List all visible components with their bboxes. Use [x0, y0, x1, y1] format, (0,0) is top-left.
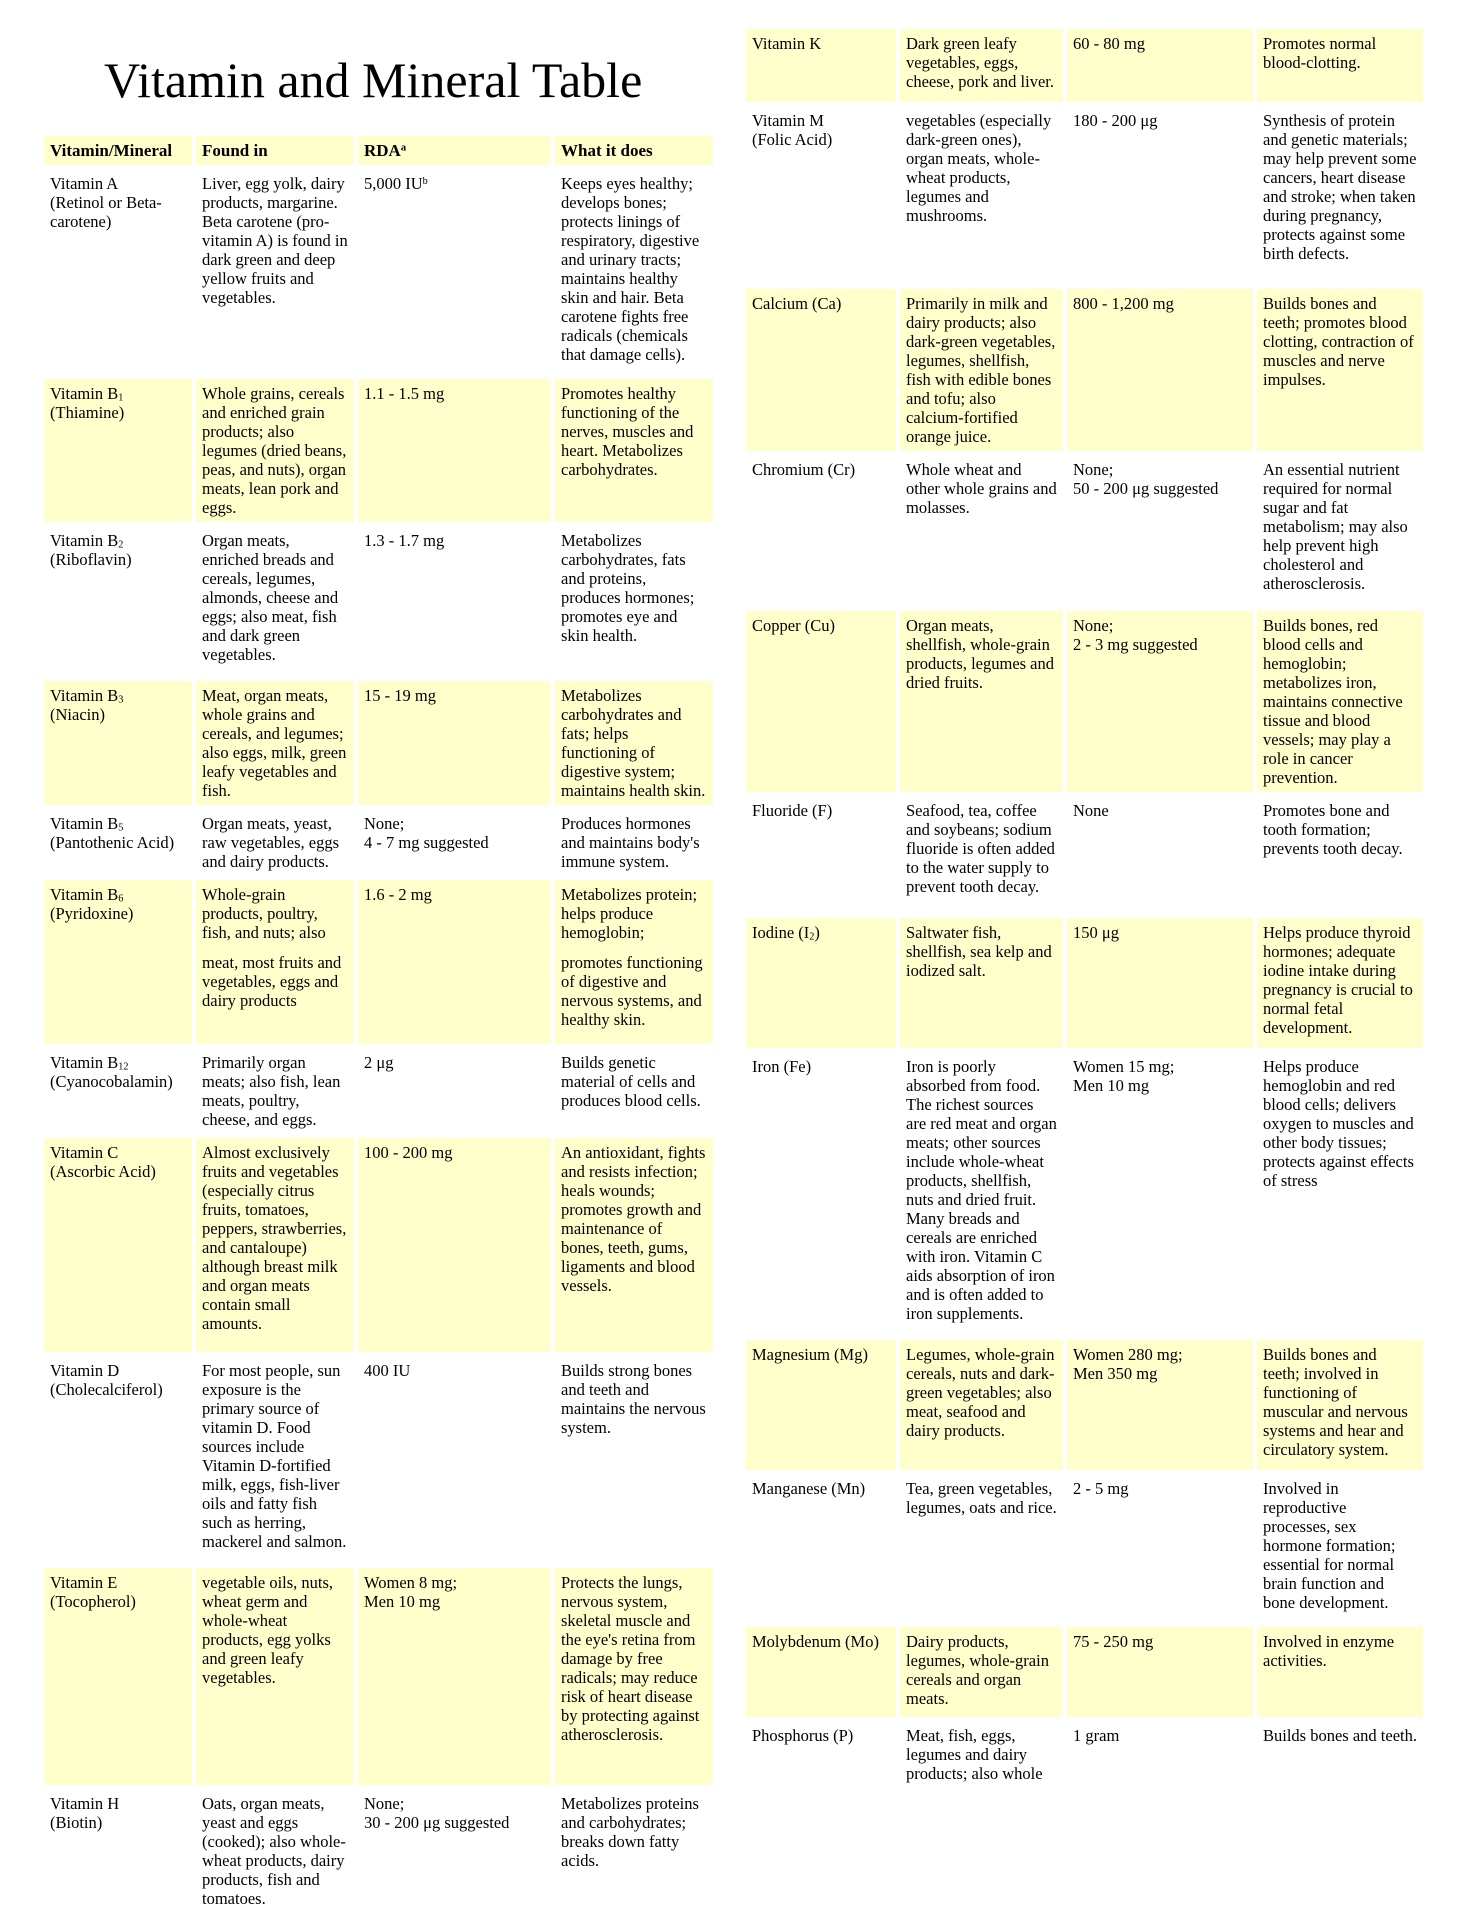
- vitamin-name-cell: [746, 455, 896, 607]
- table-header-row: [44, 136, 713, 165]
- table-row: [746, 289, 1423, 451]
- vitamin-name-cell: [44, 1789, 192, 1913]
- found-in-cell: [900, 918, 1063, 1048]
- rda-cell: [1067, 455, 1253, 607]
- paragraph: Saltwater fish, shellfish, sea kelp and iodized salt.: [906, 923, 1052, 980]
- found-in-cell: [196, 379, 354, 522]
- found-in-cell: [196, 1568, 354, 1785]
- vitamin-name-cell: [746, 796, 896, 914]
- paragraph: Whole grains, cereals and enriched grain products; also legumes (dried beans, peas, and nuts), organ meats, lean pork and eggs.: [202, 383, 347, 517]
- vitamin-name-cell: [44, 1568, 192, 1785]
- paragraph: Keeps eyes healthy; develops bones; protects linings of respiratory, digestive and urinary tracts; maintains healthy skin and hair. Beta carotene fights free radicals (chemicals that damage cells).: [561, 173, 700, 364]
- found-in-cell: [196, 880, 354, 1044]
- table-row: [746, 1052, 1423, 1336]
- found-in-cell: [196, 681, 354, 805]
- paragraph: Metabolizes carbohydrates, fats and proteins, produces hormones; promotes eye and skin health.: [561, 530, 695, 645]
- paragraph: Organ meats, yeast, raw vegetables, eggs and dairy products.: [202, 813, 339, 871]
- vitamin-name-cell: [746, 918, 896, 1048]
- found-in-cell: [900, 611, 1063, 792]
- rda-cell: [1067, 1474, 1253, 1623]
- text-line: 100 - 200 mg: [364, 1142, 453, 1162]
- table-row: [44, 1356, 713, 1564]
- subscript-text: 6: [118, 893, 124, 905]
- found-in-cell: [900, 455, 1063, 607]
- text-line: 400 IU: [364, 1360, 411, 1380]
- table-row: [44, 1789, 713, 1913]
- text-line: Vitamin $B_1$: [50, 383, 124, 404]
- paragraph: Whole wheat and other whole grains and molasses.: [906, 460, 1057, 517]
- rda-cell: [358, 1356, 551, 1564]
- paragraph: vegetables (especially dark-green ones), organ meats, whole-wheat products, legumes and mushrooms.: [906, 111, 1052, 225]
- rda-cell: [358, 169, 551, 375]
- text-line: None;: [1073, 616, 1114, 635]
- rda-cell: [358, 681, 551, 805]
- found-in-cell: [196, 1356, 354, 1564]
- text-line: 4 - 7 mg suggested: [364, 832, 489, 852]
- text-line: Vitamin A: [50, 173, 119, 193]
- vitamin-name-cell: [44, 1138, 192, 1352]
- what-it-does-cell: [555, 1048, 713, 1134]
- paragraph: Meat, fish, eggs, legumes and dairy products; also whole: [906, 1726, 1043, 1783]
- paragraph: Helps produce thyroid hormones; adequate iodine intake during pregnancy is crucial to normal fetal development.: [1263, 923, 1413, 1037]
- rda-cell: [358, 1048, 551, 1134]
- found-in-cell: [900, 106, 1063, 285]
- text-line: Vitamin D: [50, 1360, 120, 1380]
- subscript-text: 5: [118, 822, 124, 834]
- text-line: Copper (Cu): [752, 616, 835, 635]
- rda-cell: [1067, 29, 1253, 102]
- paragraph: Tea, green vegetables, legumes, oats and rice.: [906, 1479, 1057, 1517]
- text-line: Men 10 mg: [364, 1591, 441, 1611]
- text-line: Vitamin C: [50, 1142, 119, 1162]
- vitamin-table-right: [742, 25, 1427, 1792]
- text-line: 180 - 200 μg: [1073, 111, 1158, 130]
- paragraph: Oats, organ meats, yeast and eggs (cooked); also whole-wheat products, dairy products, fish and tomatoes.: [202, 1793, 346, 1908]
- header-rda-label: RDA: [364, 140, 401, 160]
- paragraph: Builds genetic material of cells and produces blood cells.: [561, 1052, 701, 1110]
- paragraph: Meat, organ meats, whole grains and cereals, and legumes; also eggs, milk, green leafy vegetables and fish.: [202, 685, 347, 800]
- what-it-does-cell: [555, 526, 713, 677]
- paragraph: Primarily in milk and dairy products; also dark-green vegetables, legumes, shellfish, fish with edible bones and tofu; also calcium-fortified orange juice.: [906, 294, 1056, 446]
- text-line: None: [1073, 801, 1109, 820]
- text-line: 2 - 3 mg suggested: [1073, 635, 1198, 654]
- paragraph: An essential nutrient required for normal sugar and fat metabolism; may also help prevent high cholesterol and atherosclerosis.: [1263, 460, 1408, 593]
- what-it-does-cell: [555, 1356, 713, 1564]
- text-line: Vitamin $B_{12}$: [50, 1052, 129, 1073]
- text-line: (Niacin): [50, 704, 105, 724]
- table-row: [44, 169, 713, 375]
- text-line: (Ascorbic Acid): [50, 1161, 156, 1181]
- vitamin-name-cell: [746, 106, 896, 285]
- table-row: [746, 1340, 1423, 1470]
- rda-cell: [1067, 611, 1253, 792]
- text-line: (Tocopherol): [50, 1591, 136, 1611]
- vitamin-name-cell: [746, 289, 896, 451]
- table-row: [746, 29, 1423, 102]
- table-row: [44, 1048, 713, 1134]
- text-line: 50 - 200 μg suggested: [1073, 479, 1219, 498]
- found-in-cell: [900, 29, 1063, 102]
- found-in-cell: [196, 169, 354, 375]
- text-line: 15 - 19 mg: [364, 685, 436, 705]
- paragraph: Promotes bone and tooth formation; prevents tooth decay.: [1263, 801, 1403, 858]
- table-row: [746, 796, 1423, 914]
- vitamin-name-cell: [44, 379, 192, 522]
- text-line: Men 350 mg: [1073, 1364, 1158, 1383]
- rda-cell: [1067, 1627, 1253, 1717]
- text-line: Vitamin $B_5$: [50, 813, 124, 834]
- vitamin-name-cell: [44, 681, 192, 805]
- text-line: Women 280 mg;: [1073, 1345, 1183, 1364]
- table-row: [746, 1721, 1423, 1788]
- table-row: [44, 1568, 713, 1785]
- subscript-text: 2: [118, 539, 124, 551]
- header-rda: [358, 136, 551, 165]
- found-in-cell: [196, 809, 354, 876]
- rda-cell: [358, 1789, 551, 1913]
- text-line: Iodine $(I_2)$: [752, 923, 820, 943]
- rda-cell: [358, 526, 551, 677]
- paragraph: Produces hormones and maintains body's immune system.: [561, 813, 700, 871]
- what-it-does-cell: [1257, 796, 1423, 914]
- text-line: Fluoride (F): [752, 801, 833, 820]
- what-it-does-cell: [1257, 1052, 1423, 1336]
- found-in-cell: [900, 1474, 1063, 1623]
- text-line: Men 10 mg: [1073, 1076, 1150, 1095]
- paragraph: Legumes, whole-grain cereals, nuts and dark-green vegetables; also meat, seafood and dairy products.: [906, 1345, 1055, 1440]
- subscript-text: 12: [118, 1061, 129, 1073]
- vitamin-name-cell: [746, 1474, 896, 1623]
- text-line: Women 8 mg;: [364, 1572, 458, 1592]
- text-line: (Thiamine): [50, 402, 125, 422]
- what-it-does-cell: [555, 1568, 713, 1785]
- paragraph: Builds strong bones and teeth and maintains the nervous system.: [561, 1360, 706, 1437]
- vitamin-name-cell: [746, 1052, 896, 1336]
- rda-cell: [1067, 1721, 1253, 1788]
- text-line: Vitamin E: [50, 1572, 118, 1592]
- vitamin-name-cell: [746, 1627, 896, 1717]
- text-line: 5,000 $IU^b$: [364, 173, 428, 193]
- table-row: [44, 681, 713, 805]
- table-row: [44, 880, 713, 1044]
- text-line: 1.6 - 2 mg: [364, 884, 432, 904]
- vitamin-name-cell: [44, 1356, 192, 1564]
- table-row: [44, 379, 713, 522]
- paragraph: Protects the lungs, nervous system, skeletal muscle and the eye's retina from damage by free radicals; may reduce risk of heart disease by protecting against atherosclerosis.: [561, 1572, 700, 1744]
- subscript-text: 1: [118, 392, 124, 404]
- table-row: [746, 106, 1423, 285]
- paragraph: Seafood, tea, coffee and soybeans; sodium fluoride is often added to the water supply to prevent tooth decay.: [906, 801, 1055, 896]
- text-line: Vitamin H: [50, 1793, 120, 1813]
- rda-cell: [1067, 1340, 1253, 1470]
- text-line: Magnesium (Mg): [752, 1345, 868, 1364]
- text-line: Vitamin $B_2$: [50, 530, 124, 551]
- supscript-text: b: [422, 175, 428, 187]
- vitamin-name-cell: [746, 1721, 896, 1788]
- text-line: Iron (Fe): [752, 1057, 812, 1076]
- rda-cell: [358, 880, 551, 1044]
- paragraph: Dairy products, legumes, whole-grain cereals and organ meats.: [906, 1632, 1049, 1708]
- what-it-does-cell: [1257, 611, 1423, 792]
- table-row: [44, 809, 713, 876]
- paragraph: For most people, sun exposure is the primary source of vitamin D. Food sources include Vitamin D-fortified milk, eggs, fish-liver oils and fatty fish such as herring, mackerel and salmon.: [202, 1360, 347, 1551]
- paragraph: An antioxidant, fights and resists infection; heals wounds; promotes growth and maintenance of bones, teeth, gums, ligaments and blood vessels.: [561, 1142, 706, 1295]
- vitamin-name-cell: [746, 1340, 896, 1470]
- what-it-does-cell: [555, 681, 713, 805]
- text-line: Calcium (Ca): [752, 294, 842, 313]
- text-line: Molybdenum (Mo): [752, 1632, 879, 1651]
- text-line: Women 15 mg;: [1073, 1057, 1175, 1076]
- text-line: 2 μg: [364, 1052, 394, 1072]
- rda-cell: [1067, 918, 1253, 1048]
- text-line: Chromium (Cr): [752, 460, 856, 479]
- text-line: 800 - 1,200 mg: [1073, 294, 1174, 313]
- text-line: 2 - 5 mg: [1073, 1479, 1129, 1498]
- text-line: None;: [364, 813, 405, 833]
- vitamin-name-cell: [746, 29, 896, 102]
- found-in-cell: [900, 1340, 1063, 1470]
- table-row: [746, 611, 1423, 792]
- rda-cell: [358, 379, 551, 522]
- rda-cell: [1067, 1052, 1253, 1336]
- paragraph: Builds bones, red blood cells and hemoglobin; metabolizes iron, maintains connective tissue and blood vessels; may play a role in cancer prevention.: [1263, 616, 1403, 787]
- table-row: [746, 455, 1423, 607]
- text-line: None;: [364, 1793, 405, 1813]
- text-line: 1.1 - 1.5 mg: [364, 383, 445, 403]
- what-it-does-cell: [1257, 106, 1423, 285]
- text-line: Vitamin M: [752, 111, 824, 130]
- text-line: 30 - 200 μg suggested: [364, 1812, 510, 1832]
- rda-cell: [358, 1568, 551, 1785]
- paragraph: Involved in reproductive processes, sex hormone formation; essential for normal brain function and bone development.: [1263, 1479, 1396, 1612]
- text-line: (Retinol or Beta-carotene): [50, 192, 162, 231]
- paragraph: Almost exclusively fruits and vegetables (especially citrus fruits, tomatoes, peppers, strawberries, and cantaloupe) although breast milk and organ meats contain small amounts.: [202, 1142, 347, 1333]
- vitamin-name-cell: [44, 526, 192, 677]
- found-in-cell: [900, 796, 1063, 914]
- left-page-column: [40, 0, 735, 1917]
- found-in-cell: [196, 1138, 354, 1352]
- text-line: 150 μg: [1073, 923, 1119, 942]
- table-row: [44, 1138, 713, 1352]
- paragraph: promotes functioning of digestive and nervous systems, and healthy skin.: [561, 952, 703, 1029]
- what-it-does-cell: [555, 880, 713, 1044]
- text-line: Vitamin $B_6$: [50, 884, 124, 905]
- text-line: None;: [1073, 460, 1114, 479]
- vitamin-table-left: [40, 132, 717, 1917]
- paragraph: Liver, egg yolk, dairy products, margarine. Beta carotene (pro-vitamin A) is found in dark green and deep yellow fruits and vegetables.: [202, 173, 348, 307]
- paragraph: Metabolizes proteins and carbohydrates; breaks down fatty acids.: [561, 1793, 699, 1870]
- table-row: [746, 1474, 1423, 1623]
- rda-footnote-marker: a: [400, 142, 407, 154]
- vitamin-name-cell: [44, 1048, 192, 1134]
- text-line: (Folic Acid): [752, 130, 833, 149]
- paragraph: Promotes normal blood-clotting.: [1263, 34, 1377, 72]
- what-it-does-cell: [555, 1138, 713, 1352]
- what-it-does-cell: [555, 379, 713, 522]
- text-line: (Riboflavin): [50, 549, 132, 569]
- paragraph: Dark green leafy vegetables, eggs, cheese, pork and liver.: [906, 34, 1054, 91]
- paragraph: Helps produce hemoglobin and red blood cells; delivers oxygen to muscles and other body tissues; protects against effects of stress: [1263, 1057, 1414, 1190]
- paragraph: Iron is poorly absorbed from food. The richest sources are red meat and organ meats; other sources include whole-wheat products, shellfish, nuts and dried fruit. Many breads and cereals are enriched with iron. Vitamin C aids absorption of iron and is often added to iron supplements.: [906, 1057, 1057, 1323]
- vitamin-name-cell: [44, 169, 192, 375]
- what-it-does-cell: [1257, 1721, 1423, 1788]
- vitamin-name-cell: [746, 611, 896, 792]
- paragraph: Builds bones and teeth.: [1263, 1726, 1417, 1745]
- what-it-does-cell: [555, 809, 713, 876]
- rda-cell: [358, 1138, 551, 1352]
- text-line: (Cholecalciferol): [50, 1379, 163, 1399]
- what-it-does-cell: [555, 1789, 713, 1913]
- header-what-it-does: What it does: [555, 136, 713, 165]
- text-line: Vitamin $B_3$: [50, 685, 124, 706]
- paragraph: Synthesis of protein and genetic materials; may help prevent some cancers, heart disease and stroke; when taken during pregnancy, protects against some birth defects.: [1263, 111, 1417, 263]
- paragraph: Primarily organ meats; also fish, lean meats, poultry, cheese, and eggs.: [202, 1052, 341, 1129]
- subscript-text: 3: [118, 694, 124, 706]
- paragraph: Builds bones and teeth; promotes blood clotting, contraction of muscles and nerve impulses.: [1263, 294, 1414, 389]
- paragraph: Organ meats, shellfish, whole-grain products, legumes and dried fruits.: [906, 616, 1055, 692]
- what-it-does-cell: [1257, 1340, 1423, 1470]
- what-it-does-cell: [1257, 455, 1423, 607]
- subscript-text: 2: [809, 931, 815, 943]
- found-in-cell: [900, 289, 1063, 451]
- table-row: [44, 526, 713, 677]
- paragraph: Metabolizes protein; helps produce hemoglobin;: [561, 884, 698, 942]
- text-line: Vitamin K: [752, 34, 822, 53]
- paragraph: Builds bones and teeth; involved in functioning of muscular and nervous systems and hear and circulatory system.: [1263, 1345, 1408, 1459]
- paragraph: Promotes healthy functioning of the nerves, muscles and heart. Metabolizes carbohydrates.: [561, 383, 694, 479]
- what-it-does-cell: [1257, 918, 1423, 1048]
- text-line: (Cyanocobalamin): [50, 1071, 173, 1091]
- text-line: 1 gram: [1073, 1726, 1120, 1745]
- right-page-column: [742, 25, 1442, 1792]
- vitamin-name-cell: [44, 809, 192, 876]
- rda-cell: [358, 809, 551, 876]
- paragraph: meat, most fruits and vegetables, eggs and dairy products: [202, 952, 342, 1010]
- table-row: [746, 918, 1423, 1048]
- text-line: (Biotin): [50, 1812, 103, 1832]
- what-it-does-cell: [1257, 1627, 1423, 1717]
- paragraph: Whole-grain products, poultry, fish, and nuts; also: [202, 884, 326, 942]
- found-in-cell: [900, 1052, 1063, 1336]
- table-row: [746, 1627, 1423, 1717]
- text-line: 1.3 - 1.7 mg: [364, 530, 445, 550]
- text-line: (Pantothenic Acid): [50, 832, 175, 852]
- paragraph: Metabolizes carbohydrates and fats; helps functioning of digestive system; maintains health skin.: [561, 685, 706, 800]
- found-in-cell: [196, 1789, 354, 1913]
- what-it-does-cell: [1257, 289, 1423, 451]
- text-line: Phosphorus (P): [752, 1726, 854, 1745]
- paragraph: Involved in enzyme activities.: [1263, 1632, 1395, 1670]
- paragraph: vegetable oils, nuts, wheat germ and whole-wheat products, egg yolks and green leafy vegetables.: [202, 1572, 334, 1687]
- paragraph: Organ meats, enriched breads and cereals, legumes, almonds, cheese and eggs; also meat, fish and dark green vegetables.: [202, 530, 339, 664]
- what-it-does-cell: [1257, 29, 1423, 102]
- found-in-cell: [900, 1721, 1063, 1788]
- text-line: Manganese (Mn): [752, 1479, 866, 1498]
- vitamin-name-cell: [44, 880, 192, 1044]
- what-it-does-cell: [1257, 1474, 1423, 1623]
- text-line: (Pyridoxine): [50, 903, 134, 923]
- text-line: 75 - 250 mg: [1073, 1632, 1154, 1651]
- rda-cell: [1067, 106, 1253, 285]
- header-vitamin-mineral: Vitamin/Mineral: [44, 136, 192, 165]
- header-found-in: Found in: [196, 136, 354, 165]
- what-it-does-cell: [555, 169, 713, 375]
- rda-cell: [1067, 796, 1253, 914]
- rda-cell: [1067, 289, 1253, 451]
- page-title: Vitamin and Mineral Table: [104, 52, 643, 108]
- found-in-cell: [900, 1627, 1063, 1717]
- found-in-cell: [196, 526, 354, 677]
- found-in-cell: [196, 1048, 354, 1134]
- text-line: 60 - 80 mg: [1073, 34, 1145, 53]
